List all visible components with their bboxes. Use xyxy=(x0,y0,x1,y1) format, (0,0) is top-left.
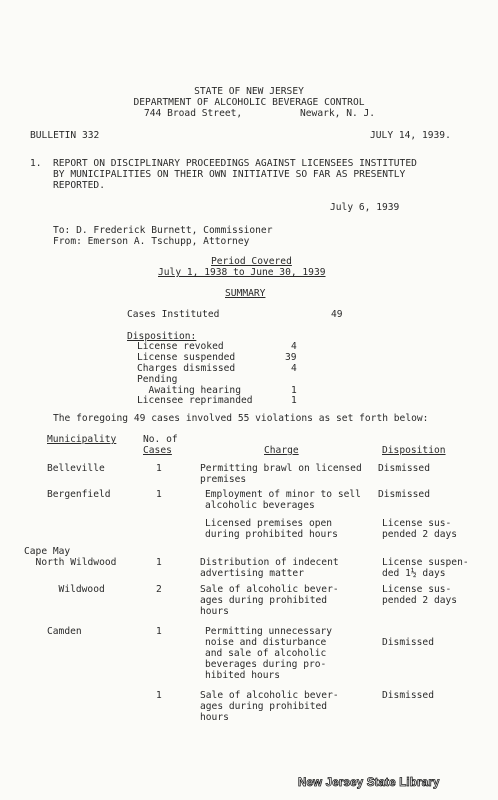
item-number: 1. xyxy=(30,158,42,169)
table-cell-cases: 1 xyxy=(156,626,162,637)
cases-instituted-value: 49 xyxy=(331,309,343,320)
memo-from: From: Emerson A. Tschupp, Attorney xyxy=(53,236,250,247)
item-title-line: BY MUNICIPALITIES ON THEIR OWN INITIATIVE SO FAR AS PRESENTLY xyxy=(53,169,406,180)
item-title-line: REPORT ON DISCIPLINARY PROCEEDINGS AGAINST LICENSEES INSTITUTED xyxy=(53,158,417,169)
table-cell-disposition: License suspen- xyxy=(382,557,469,568)
table-cell-cases: 1 xyxy=(156,489,162,500)
summary-row-value: 4 xyxy=(291,363,297,374)
table-cell-disposition: License sus- xyxy=(382,518,452,529)
disposition-label: Disposition: xyxy=(127,331,197,342)
summary-row-label: Pending xyxy=(137,374,178,385)
table-cell-charge: Employment of minor to sell xyxy=(205,489,361,500)
table-cell-charge: Permitting unnecessary xyxy=(205,626,333,637)
col-header-cases-line1: No. of xyxy=(143,434,178,445)
department-heading: DEPARTMENT OF ALCOHOLIC BEVERAGE CONTROL xyxy=(133,97,365,108)
library-watermark: New Jersey State Library xyxy=(298,777,440,789)
table-cell-municipality: Belleville xyxy=(47,463,105,474)
table-cell-charge: premises xyxy=(200,474,247,485)
table-cell-municipality: Wildwood xyxy=(47,584,105,595)
table-cell-disposition: Dismissed xyxy=(378,489,430,500)
table-cell-disposition: ded 1½ days xyxy=(382,568,446,579)
table-cell-charge: hours xyxy=(200,606,229,617)
summary-row-label: License suspended xyxy=(137,352,236,363)
table-cell-charge: hibited hours xyxy=(205,670,281,681)
state-heading: STATE OF NEW JERSEY xyxy=(194,86,304,97)
city-address: Newark, N. J. xyxy=(300,108,376,119)
bulletin-number: BULLETIN 332 xyxy=(30,130,100,141)
bulletin-date: JULY 14, 1939. xyxy=(370,130,451,141)
cases-instituted-label: Cases Instituted xyxy=(127,309,220,320)
table-cell-charge: Distribution of indecent xyxy=(200,557,339,568)
table-cell-disposition: Dismissed xyxy=(382,637,434,648)
table-cell-cases: 1 xyxy=(156,690,162,701)
summary-row-label: Charges dismissed xyxy=(137,363,236,374)
summary-row-label: License revoked xyxy=(137,341,224,352)
table-cell-disposition: Dismissed xyxy=(378,463,430,474)
col-header-cases-line2: Cases xyxy=(143,445,172,456)
street-address: 744 Broad Street, xyxy=(144,108,243,119)
table-cell-municipality: Bergenfield xyxy=(47,489,111,500)
item-title-line: REPORTED. xyxy=(53,180,105,191)
summary-row-label: Awaiting hearing xyxy=(137,385,241,396)
table-cell-disposition: License sus- xyxy=(382,584,452,595)
memo-to: To: D. Frederick Burnett, Commissioner xyxy=(53,225,273,236)
table-cell-cases: 1 xyxy=(156,557,162,568)
table-cell-municipality: Cape May xyxy=(24,546,71,557)
table-cell-municipality: Camden xyxy=(47,626,82,637)
summary-title: SUMMARY xyxy=(225,288,266,299)
violations-intro: The foregoing 49 cases involved 55 violations as set forth below: xyxy=(53,413,429,424)
table-cell-charge: ages during prohibited xyxy=(200,595,328,606)
table-cell-charge: and sale of alcoholic xyxy=(205,648,327,659)
table-cell-charge: Sale of alcoholic bever- xyxy=(200,584,339,595)
table-cell-charge: advertising matter xyxy=(200,568,304,579)
col-header-charge: Charge xyxy=(264,445,299,456)
summary-row-value: 1 xyxy=(291,395,297,406)
memo-date: July 6, 1939 xyxy=(330,202,400,213)
table-cell-charge: Licensed premises open xyxy=(205,518,333,529)
table-cell-cases: 1 xyxy=(156,463,162,474)
col-header-municipality: Municipality xyxy=(47,434,117,445)
table-cell-disposition: pended 2 days xyxy=(382,529,458,540)
summary-row-value: 4 xyxy=(291,341,297,352)
period-range: July 1, 1938 to June 30, 1939 xyxy=(158,267,326,278)
table-cell-disposition: Dismissed xyxy=(382,690,434,701)
table-cell-charge: during prohibited hours xyxy=(205,529,338,540)
summary-row-label: Licensee reprimanded xyxy=(137,395,253,406)
table-cell-municipality: North Wildwood xyxy=(24,557,117,568)
table-cell-charge: beverages during pro- xyxy=(205,659,327,670)
table-cell-charge: Sale of alcoholic bever- xyxy=(200,690,339,701)
table-cell-charge: ages during prohibited xyxy=(200,701,328,712)
summary-row-value: 39 xyxy=(285,352,297,363)
col-header-disposition: Disposition xyxy=(382,445,446,456)
table-cell-charge: hours xyxy=(200,712,229,723)
summary-row-value: 1 xyxy=(291,385,297,396)
table-cell-disposition: pended 2 days xyxy=(382,595,458,606)
table-cell-cases: 2 xyxy=(156,584,162,595)
table-cell-charge: alcoholic beverages xyxy=(205,500,315,511)
period-label: Period Covered xyxy=(211,256,292,267)
table-cell-charge: Permitting brawl on licensed xyxy=(200,463,362,474)
table-cell-charge: noise and disturbance xyxy=(205,637,327,648)
